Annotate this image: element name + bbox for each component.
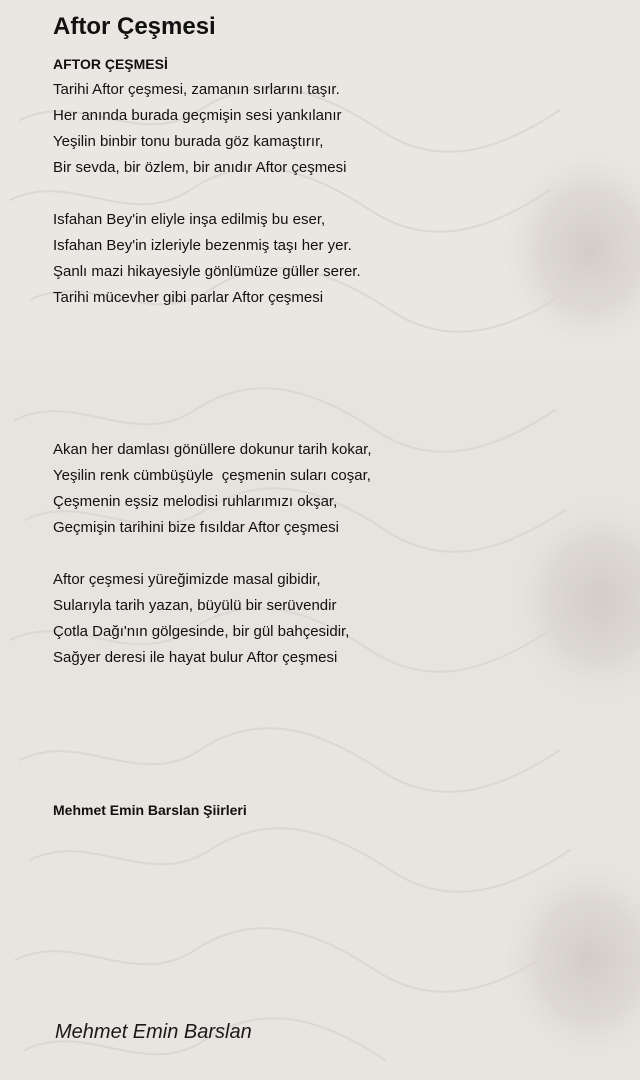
poem-line: Tarihi mücevher gibi parlar Aftor çeşmesi: [53, 289, 324, 306]
poem-line: Akan her damlası gönüllere dokunur tarih kokar,: [53, 441, 372, 458]
poem-line: Çeşmenin eşsiz melodisi ruhlarımızı okşar,: [53, 493, 338, 510]
poem-stanza-2: [53, 207, 361, 311]
poem-line: Çotla Dağı'nın gölgesinde, bir gül bahçesidir,: [53, 623, 350, 640]
poem-heading: AFTOR ÇEŞMESİ: [53, 56, 168, 72]
poem-stanza-3: [53, 437, 372, 541]
poem-line: Tarihi Aftor çeşmesi, zamanın sırlarını taşır.: [53, 81, 340, 98]
poem-stanza-1: [53, 77, 346, 181]
poem-line: Her anında burada geçmişin sesi yankılanır: [53, 107, 342, 124]
poem-line: Sularıyla tarih yazan, büyülü bir serüvendir: [53, 597, 337, 614]
poem-line: Bir sevda, bir özlem, bir anıdır Aftor çeşmesi: [53, 159, 347, 176]
poem-line: Geçmişin tarihini bize fısıldar Aftor çeşmesi: [53, 519, 339, 536]
poem-line: Yeşilin binbir tonu burada göz kamaştırır,: [53, 133, 324, 150]
poem-stanza-4: [53, 567, 349, 671]
poem-line: Isfahan Bey'in eliyle inşa edilmiş bu eser,: [53, 211, 326, 228]
author-signature: Mehmet Emin Barslan: [55, 1021, 252, 1043]
poem-line: Aftor çeşmesi yüreğimizde masal gibidir,: [53, 571, 321, 588]
page-title: Aftor Çeşmesi: [53, 13, 216, 40]
author-poems-link[interactable]: Mehmet Emin Barslan Şiirleri: [53, 802, 247, 818]
poem-line: Yeşilin renk cümbüşüyle çeşmenin suları coşar,: [53, 467, 371, 484]
poem-line: Şanlı mazi hikayesiyle gönlümüze güller serer.: [53, 263, 361, 280]
poem-line: Sağyer deresi ile hayat bulur Aftor çeşmesi: [53, 649, 338, 666]
poem-line: Isfahan Bey'in izleriyle bezenmiş taşı her yer.: [53, 237, 352, 254]
